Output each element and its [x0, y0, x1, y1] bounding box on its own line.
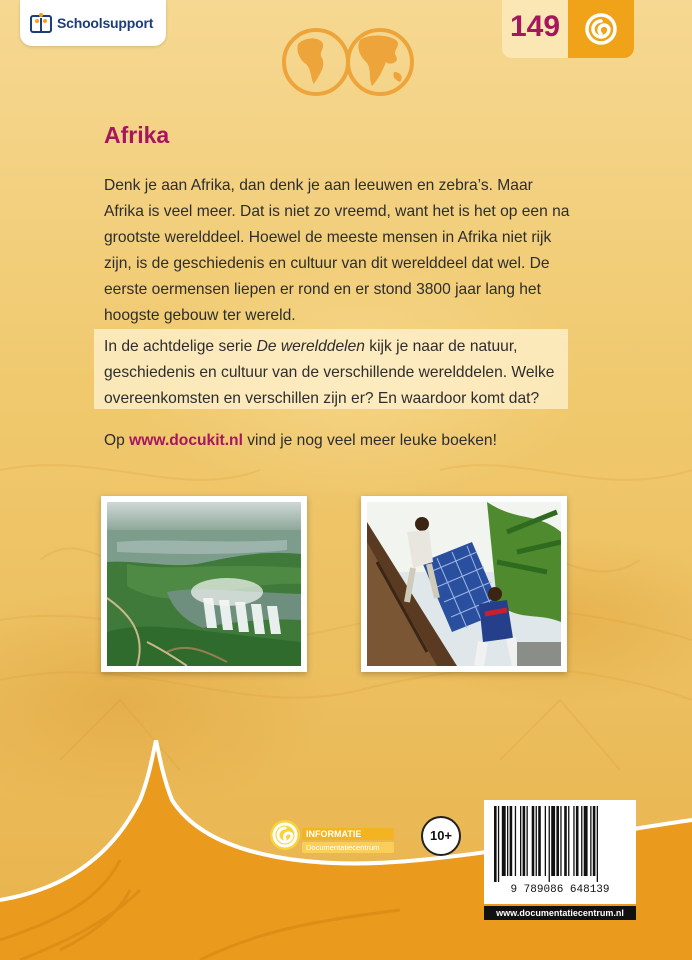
isbn-number: 9 789086 648139	[510, 884, 610, 896]
series-number: 149	[509, 10, 561, 43]
schoolsupport-logo	[20, 0, 166, 46]
solar-panel-photo	[361, 496, 567, 672]
docukit-link[interactable]: www.docukit.nl	[129, 432, 243, 449]
schoolsupport-logo-icon	[30, 12, 52, 34]
world-globe-icon	[282, 22, 414, 102]
more-books-paragraph: Op www.docukit.nl vind je nog veel meer leuke boeken!	[104, 432, 497, 449]
age-rating-badge: 10+	[421, 816, 461, 856]
publisher-website[interactable]: www.documentatiecentrum.nl	[484, 906, 636, 920]
intro-paragraph: Denk je aan Afrika, dan denk je aan leeuwen en zebra’s. Maar Afrika is veel meer. Dat is niet zo vreemd, want het is het op een na grootste werelddeel. Hoewel de meeste mensen in Afrika niet rijk zijn, is de geschiedenis en cultuur van dit werelddeel dat wel. De eerste oermensen liepen er rond en er stond 3800 jaar lang het hoogste gebouw ter wereld.	[104, 177, 570, 324]
documentatiecentrum-swirl-icon	[268, 818, 302, 852]
documentatiecentrum-label: Documentatiecentrum	[302, 842, 394, 853]
series-number-badge	[502, 0, 634, 58]
waterfall-photo	[101, 496, 307, 672]
documentatiecentrum-swirl-icon	[568, 0, 634, 58]
book-title: Afrika	[104, 122, 170, 148]
brand-name: Schoolsupport	[57, 15, 154, 31]
informatie-logo	[268, 818, 400, 858]
informatie-label: INFORMATIE	[302, 828, 394, 840]
series-title: De werelddelen	[256, 338, 365, 355]
series-paragraph: In de achtdelige serie De werelddelen kijk je naar de natuur, geschiedenis en cultuur van de verschillende werelddelen. Welke overeenkomsten en verschillen zijn er? En waardoor komt dat?	[104, 338, 555, 407]
barcode-bars	[492, 806, 628, 882]
barcode	[484, 800, 636, 904]
